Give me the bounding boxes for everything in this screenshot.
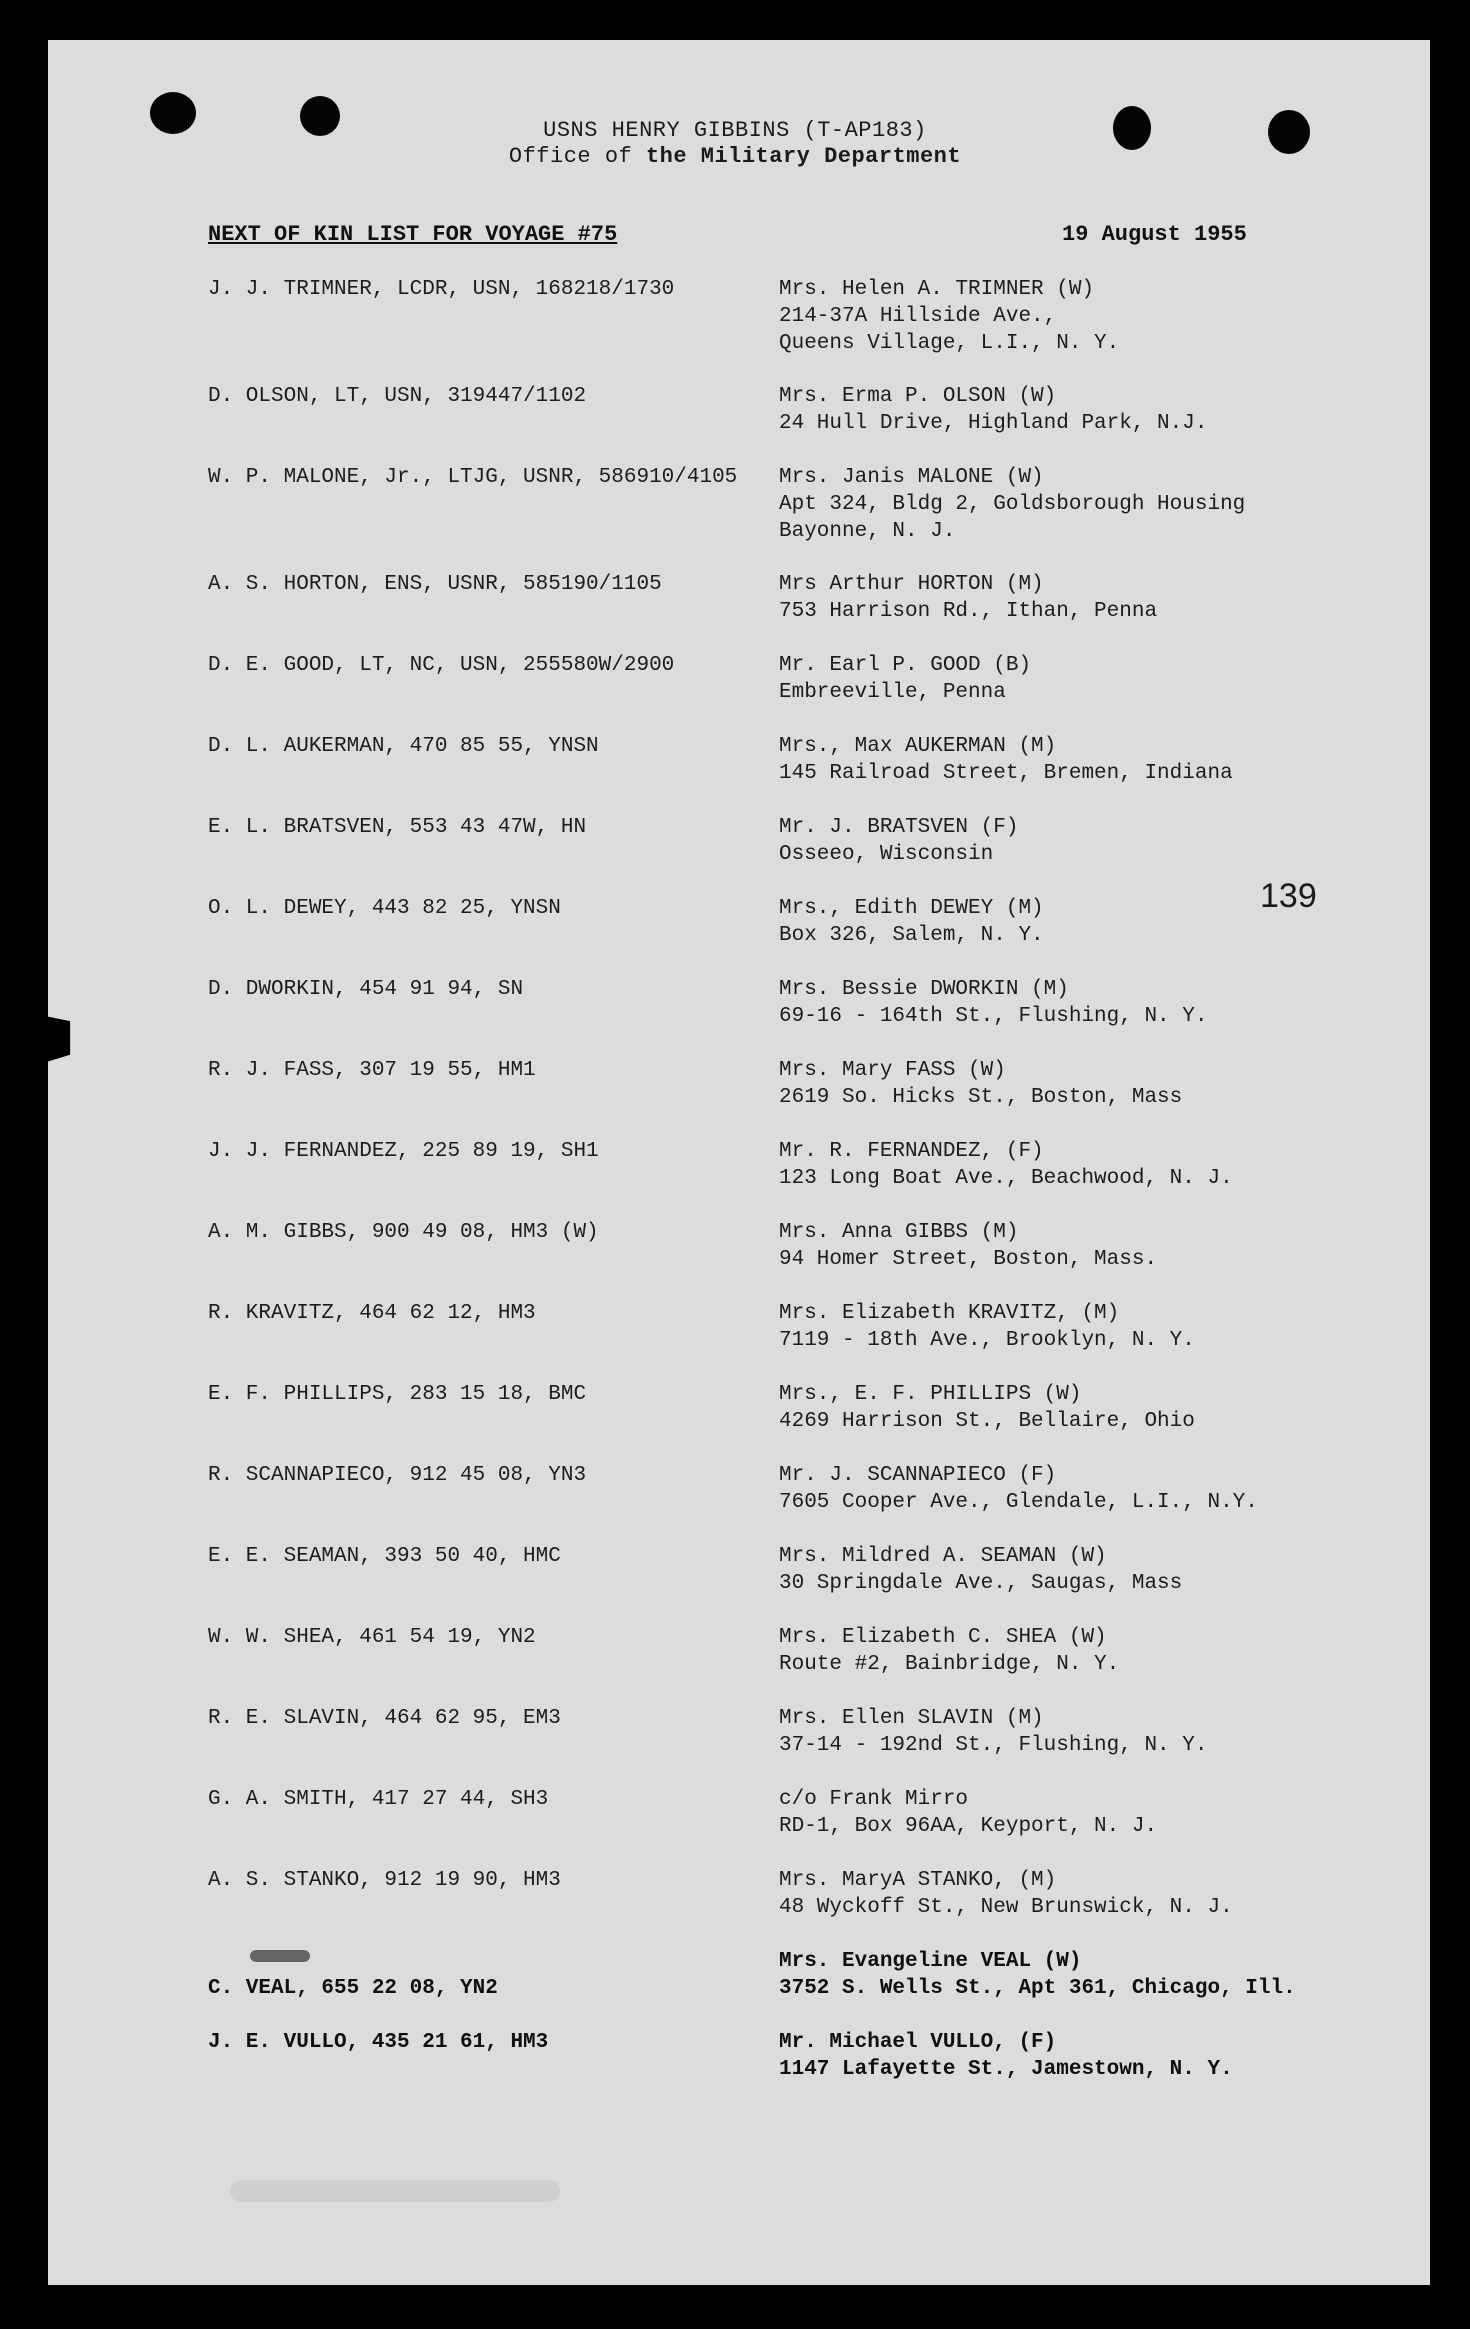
kin-address-line: 145 Railroad Street, Bremen, Indiana	[779, 762, 1233, 785]
next-of-kin	[779, 1786, 1157, 1840]
kin-address-line: 214-37A Hillside Ave.,	[779, 305, 1057, 328]
next-of-kin	[779, 1057, 1182, 1111]
kin-name: Mr. Michael VULLO, (F)	[779, 2031, 1057, 2054]
faded-smudge	[230, 2180, 560, 2202]
page-number: 139	[1260, 877, 1317, 915]
service-member: J. E. VULLO, 435 21 61, HM3	[208, 2031, 549, 2054]
kin-name: Mrs. Elizabeth KRAVITZ, (M)	[779, 1302, 1120, 1325]
kin-address-line: 24 Hull Drive, Highland Park, N.J.	[779, 412, 1208, 435]
kin-name: Mrs. Bessie DWORKIN (M)	[779, 978, 1069, 1001]
next-of-kin	[779, 2029, 1233, 2083]
next-of-kin	[779, 814, 1018, 868]
next-of-kin	[779, 276, 1119, 357]
office-prefix: Office of	[508, 144, 646, 169]
service-member: R. J. FASS, 307 19 55, HM1	[208, 1059, 536, 1082]
service-member: W. P. MALONE, Jr., LTJG, USNR, 586910/4105	[208, 466, 738, 489]
kin-address-line: Apt 324, Bldg 2, Goldsborough Housing	[779, 493, 1246, 516]
service-member: G. A. SMITH, 417 27 44, SH3	[208, 1788, 549, 1811]
kin-name: Mrs. Mildred A. SEAMAN (W)	[779, 1545, 1107, 1568]
service-member: C. VEAL, 655 22 08, YN2	[208, 1977, 498, 2000]
service-member: E. F. PHILLIPS, 283 15 18, BMC	[208, 1383, 587, 1406]
ship-name: USNS HENRY GIBBINS (T-AP183)	[543, 118, 927, 143]
next-of-kin	[779, 1138, 1233, 1192]
next-of-kin	[779, 1300, 1195, 1354]
kin-name: Mr. J. SCANNAPIECO (F)	[779, 1464, 1057, 1487]
kin-address-line: 69-16 - 164th St., Flushing, N. Y.	[779, 1005, 1208, 1028]
kin-address-line: 30 Springdale Ave., Saugas, Mass	[779, 1572, 1183, 1595]
kin-name: Mrs. Helen A. TRIMNER (W)	[779, 278, 1095, 301]
ink-mark	[250, 1950, 310, 1962]
kin-name: Mrs. Evangeline VEAL (W)	[779, 1950, 1082, 1973]
kin-address-line: Route #2, Bainbridge, N. Y.	[779, 1653, 1120, 1676]
service-member: D. DWORKIN, 454 91 94, SN	[208, 978, 524, 1001]
kin-name: Mr. R. FERNANDEZ, (F)	[779, 1140, 1044, 1163]
next-of-kin	[779, 895, 1044, 949]
service-member: E. L. BRATSVEN, 553 43 47W, HN	[208, 816, 587, 839]
kin-name: Mrs. Janis MALONE (W)	[779, 466, 1044, 489]
service-member: E. E. SEAMAN, 393 50 40, HMC	[208, 1545, 561, 1568]
next-of-kin	[779, 733, 1233, 787]
kin-address-line: RD-1, Box 96AA, Keyport, N. J.	[779, 1815, 1158, 1838]
kin-name: Mrs. Mary FASS (W)	[779, 1059, 1006, 1082]
kin-address-line: 4269 Harrison St., Bellaire, Ohio	[779, 1410, 1195, 1433]
kin-address-line: Bayonne, N. J.	[779, 520, 956, 543]
next-of-kin	[779, 1705, 1207, 1759]
next-of-kin	[779, 1948, 1296, 2002]
kin-address-line: 1147 Lafayette St., Jamestown, N. Y.	[779, 2058, 1233, 2081]
kin-address-line: 7119 - 18th Ave., Brooklyn, N. Y.	[779, 1329, 1195, 1352]
kin-name: Mrs Arthur HORTON (M)	[779, 573, 1044, 596]
service-member: A. S. STANKO, 912 19 90, HM3	[208, 1869, 561, 1892]
list-title: NEXT OF KIN LIST FOR VOYAGE #75	[208, 222, 618, 247]
next-of-kin	[779, 1543, 1182, 1597]
service-member: R. KRAVITZ, 464 62 12, HM3	[208, 1302, 536, 1325]
service-member: W. W. SHEA, 461 54 19, YN2	[208, 1626, 536, 1649]
kin-name: Mrs., Edith DEWEY (M)	[779, 897, 1044, 920]
kin-name: Mrs. Erma P. OLSON (W)	[779, 385, 1057, 408]
kin-address-line: Box 326, Salem, N. Y.	[779, 924, 1044, 947]
service-member: R. SCANNAPIECO, 912 45 08, YN3	[208, 1464, 587, 1487]
kin-address-line: Embreeville, Penna	[779, 681, 1006, 704]
next-of-kin	[779, 464, 1245, 545]
kin-address-line: 94 Homer Street, Boston, Mass.	[779, 1248, 1158, 1271]
next-of-kin	[779, 1624, 1119, 1678]
kin-address-line: 7605 Cooper Ave., Glendale, L.I., N.Y.	[779, 1491, 1258, 1514]
next-of-kin	[779, 1219, 1157, 1273]
service-member: D. E. GOOD, LT, NC, USN, 255580W/2900	[208, 654, 675, 677]
kin-address-line: 753 Harrison Rd., Ithan, Penna	[779, 600, 1158, 623]
kin-address-line: Osseeo, Wisconsin	[779, 843, 994, 866]
service-member: O. L. DEWEY, 443 82 25, YNSN	[208, 897, 561, 920]
next-of-kin	[779, 1867, 1233, 1921]
next-of-kin	[779, 383, 1207, 437]
kin-name: Mrs. Anna GIBBS (M)	[779, 1221, 1019, 1244]
kin-address-line: 2619 So. Hicks St., Boston, Mass	[779, 1086, 1183, 1109]
kin-address-line: 3752 S. Wells St., Apt 361, Chicago, Ill.	[779, 1977, 1296, 2000]
service-member: D. L. AUKERMAN, 470 85 55, YNSN	[208, 735, 599, 758]
kin-address-line: Queens Village, L.I., N. Y.	[779, 332, 1120, 355]
service-member: R. E. SLAVIN, 464 62 95, EM3	[208, 1707, 561, 1730]
next-of-kin	[779, 1462, 1258, 1516]
office-department: the Military Department	[645, 144, 962, 169]
office-line	[0, 144, 1470, 169]
service-member: A. S. HORTON, ENS, USNR, 585190/1105	[208, 573, 662, 596]
kin-name: c/o Frank Mirro	[779, 1788, 969, 1811]
kin-name: Mrs. Ellen SLAVIN (M)	[779, 1707, 1044, 1730]
kin-name: Mr. Earl P. GOOD (B)	[779, 654, 1032, 677]
next-of-kin	[779, 1381, 1195, 1435]
kin-name: Mr. J. BRATSVEN (F)	[779, 816, 1019, 839]
kin-name: Mrs. MaryA STANKO, (M)	[779, 1869, 1057, 1892]
next-of-kin	[779, 652, 1031, 706]
service-member: A. M. GIBBS, 900 49 08, HM3 (W)	[208, 1221, 599, 1244]
kin-address-line: 48 Wyckoff St., New Brunswick, N. J.	[779, 1896, 1233, 1919]
service-member: J. J. TRIMNER, LCDR, USN, 168218/1730	[208, 278, 675, 301]
next-of-kin	[779, 571, 1157, 625]
kin-name: Mrs., Max AUKERMAN (M)	[779, 735, 1057, 758]
kin-name: Mrs. Elizabeth C. SHEA (W)	[779, 1626, 1107, 1649]
kin-address-line: 37-14 - 192nd St., Flushing, N. Y.	[779, 1734, 1208, 1757]
service-member: J. J. FERNANDEZ, 225 89 19, SH1	[208, 1140, 599, 1163]
kin-address-line: 123 Long Boat Ave., Beachwood, N. J.	[779, 1167, 1233, 1190]
list-date: 19 August 1955	[1062, 222, 1247, 247]
service-member: D. OLSON, LT, USN, 319447/1102	[208, 385, 587, 408]
next-of-kin	[779, 976, 1207, 1030]
kin-name: Mrs., E. F. PHILLIPS (W)	[779, 1383, 1082, 1406]
